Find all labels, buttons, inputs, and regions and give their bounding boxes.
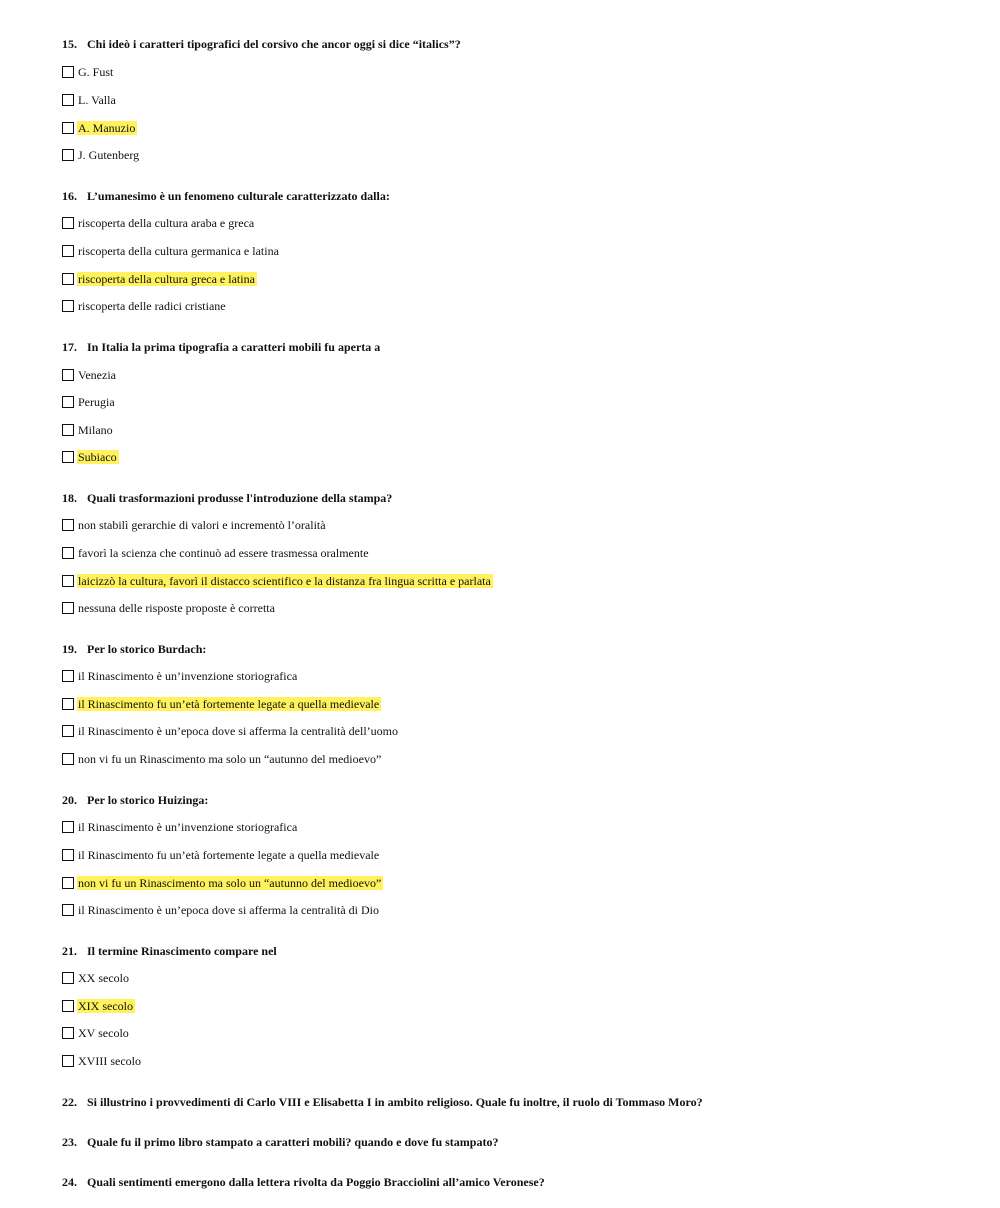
option (62, 545, 371, 560)
question-24 (62, 1175, 545, 1189)
option-label: il Rinascimento è un’epoca dove si afferma la centralità dell’uomo (78, 723, 398, 738)
option-label: XVIII secolo (78, 1053, 141, 1068)
option (62, 847, 381, 862)
checkbox[interactable] (62, 217, 74, 229)
checkbox[interactable] (62, 1055, 74, 1067)
question-text: Per lo storico Huizinga: (87, 793, 209, 807)
checkbox[interactable] (62, 273, 74, 285)
option-label: il Rinascimento è un’epoca dove si afferma la centralità di Dio (78, 902, 380, 917)
option-label: XV secolo (78, 1025, 129, 1040)
checkbox[interactable] (62, 725, 74, 737)
checkbox[interactable] (62, 753, 74, 765)
checkbox[interactable] (62, 1000, 74, 1012)
option (62, 1053, 143, 1068)
question-number: 15. (62, 37, 77, 51)
checkbox[interactable] (62, 904, 74, 916)
option (62, 600, 277, 615)
option (62, 147, 141, 162)
question-23 (62, 1135, 498, 1149)
option (62, 696, 381, 711)
checkbox[interactable] (62, 149, 74, 161)
option-label: G. Fust (78, 64, 114, 79)
option (62, 243, 281, 258)
question-18 (62, 491, 392, 505)
option (62, 449, 119, 464)
option-label: Perugia (78, 394, 115, 409)
checkbox[interactable] (62, 547, 74, 559)
question-number: 19. (62, 642, 77, 656)
option (62, 120, 137, 135)
checkbox[interactable] (62, 877, 74, 889)
option-label: non vi fu un Rinascimento ma solo un “autunno del medioevo” (78, 751, 382, 766)
question-text: Chi ideò i caratteri tipografici del corsivo che ancor oggi si dice “italics”? (87, 37, 461, 51)
option-label-highlighted: non vi fu un Rinascimento ma solo un “autunno del medioevo” (78, 875, 382, 890)
option (62, 970, 131, 985)
question-number: 18. (62, 491, 77, 505)
option (62, 902, 381, 917)
option-label-highlighted: Subiaco (78, 449, 117, 464)
checkbox[interactable] (62, 424, 74, 436)
question-number: 16. (62, 189, 77, 203)
option-label: riscoperta della cultura germanica e latina (78, 243, 279, 258)
question-21 (62, 944, 277, 958)
option-label: Milano (78, 422, 113, 437)
question-number: 23. (62, 1135, 77, 1149)
checkbox[interactable] (62, 849, 74, 861)
option (62, 367, 118, 382)
option-label: riscoperta della cultura araba e greca (78, 215, 255, 230)
option-label: non stabilì gerarchie di valori e incrementò l’oralità (78, 517, 326, 532)
option (62, 668, 299, 683)
checkbox[interactable] (62, 821, 74, 833)
question-17 (62, 340, 380, 354)
question-number: 21. (62, 944, 77, 958)
question-text: Quali trasformazioni produsse l'introduzione della stampa? (87, 491, 393, 505)
question-text: L’umanesimo è un fenomeno culturale caratterizzato dalla: (87, 189, 390, 203)
option (62, 215, 256, 230)
option-label: favorì la scienza che continuò ad essere trasmessa oralmente (78, 545, 369, 560)
question-text: Quale fu il primo libro stampato a caratteri mobili? quando e dove fu stampato? (87, 1135, 499, 1149)
option (62, 64, 115, 79)
checkbox[interactable] (62, 602, 74, 614)
question-text: In Italia la prima tipografia a caratteri mobili fu aperta a (87, 340, 381, 354)
question-16 (62, 189, 390, 203)
option (62, 394, 117, 409)
checkbox[interactable] (62, 94, 74, 106)
option-label: J. Gutenberg (78, 147, 140, 162)
option-label-highlighted: riscoperta della cultura greca e latina (78, 271, 255, 286)
option-label: Venezia (78, 367, 116, 382)
option (62, 92, 118, 107)
question-22 (62, 1095, 703, 1109)
question-text: Quali sentimenti emergono dalla lettera rivolta da Poggio Bracciolini all’amico Veronese? (87, 1175, 545, 1189)
question-number: 17. (62, 340, 77, 354)
question-number: 22. (62, 1095, 77, 1109)
checkbox[interactable] (62, 1027, 74, 1039)
question-20 (62, 793, 208, 807)
option (62, 1025, 131, 1040)
option-label: nessuna delle risposte proposte è corretta (78, 600, 275, 615)
option (62, 998, 135, 1013)
checkbox[interactable] (62, 451, 74, 463)
option-label: XX secolo (78, 970, 129, 985)
checkbox[interactable] (62, 519, 74, 531)
option (62, 573, 493, 588)
checkbox[interactable] (62, 245, 74, 257)
checkbox[interactable] (62, 66, 74, 78)
question-text: Il termine Rinascimento compare nel (87, 944, 277, 958)
option (62, 723, 400, 738)
checkbox[interactable] (62, 369, 74, 381)
question-text: Per lo storico Burdach: (87, 642, 207, 656)
checkbox[interactable] (62, 122, 74, 134)
option-label-highlighted: XIX secolo (78, 998, 133, 1013)
question-19 (62, 642, 206, 656)
checkbox[interactable] (62, 698, 74, 710)
option-label: il Rinascimento è un’invenzione storiografica (78, 668, 298, 683)
option (62, 819, 299, 834)
option-label-highlighted: il Rinascimento fu un’età fortemente legate a quella medievale (78, 696, 380, 711)
question-number: 20. (62, 793, 77, 807)
question-15 (62, 37, 461, 51)
question-number: 24. (62, 1175, 77, 1189)
checkbox[interactable] (62, 300, 74, 312)
option (62, 517, 328, 532)
checkbox[interactable] (62, 670, 74, 682)
option-label-highlighted: laicizzò la cultura, favorì il distacco scientifico e la distanza fra lingua scritta e parlata (78, 573, 491, 588)
option (62, 271, 257, 286)
checkbox[interactable] (62, 972, 74, 984)
option-label: L. Valla (78, 92, 116, 107)
option-label-highlighted: A. Manuzio (78, 120, 136, 135)
option (62, 422, 115, 437)
checkbox[interactable] (62, 575, 74, 587)
option-label: il Rinascimento fu un’età fortemente legate a quella medievale (78, 847, 380, 862)
option (62, 298, 228, 313)
option-label: riscoperta delle radici cristiane (78, 298, 226, 313)
option (62, 751, 383, 766)
option (62, 875, 383, 890)
option-label: il Rinascimento è un’invenzione storiografica (78, 819, 298, 834)
question-text: Si illustrino i provvedimenti di Carlo VIII e Elisabetta I in ambito religioso. Quale fu inoltre, il ruolo di Tommaso Moro? (87, 1095, 703, 1109)
checkbox[interactable] (62, 396, 74, 408)
